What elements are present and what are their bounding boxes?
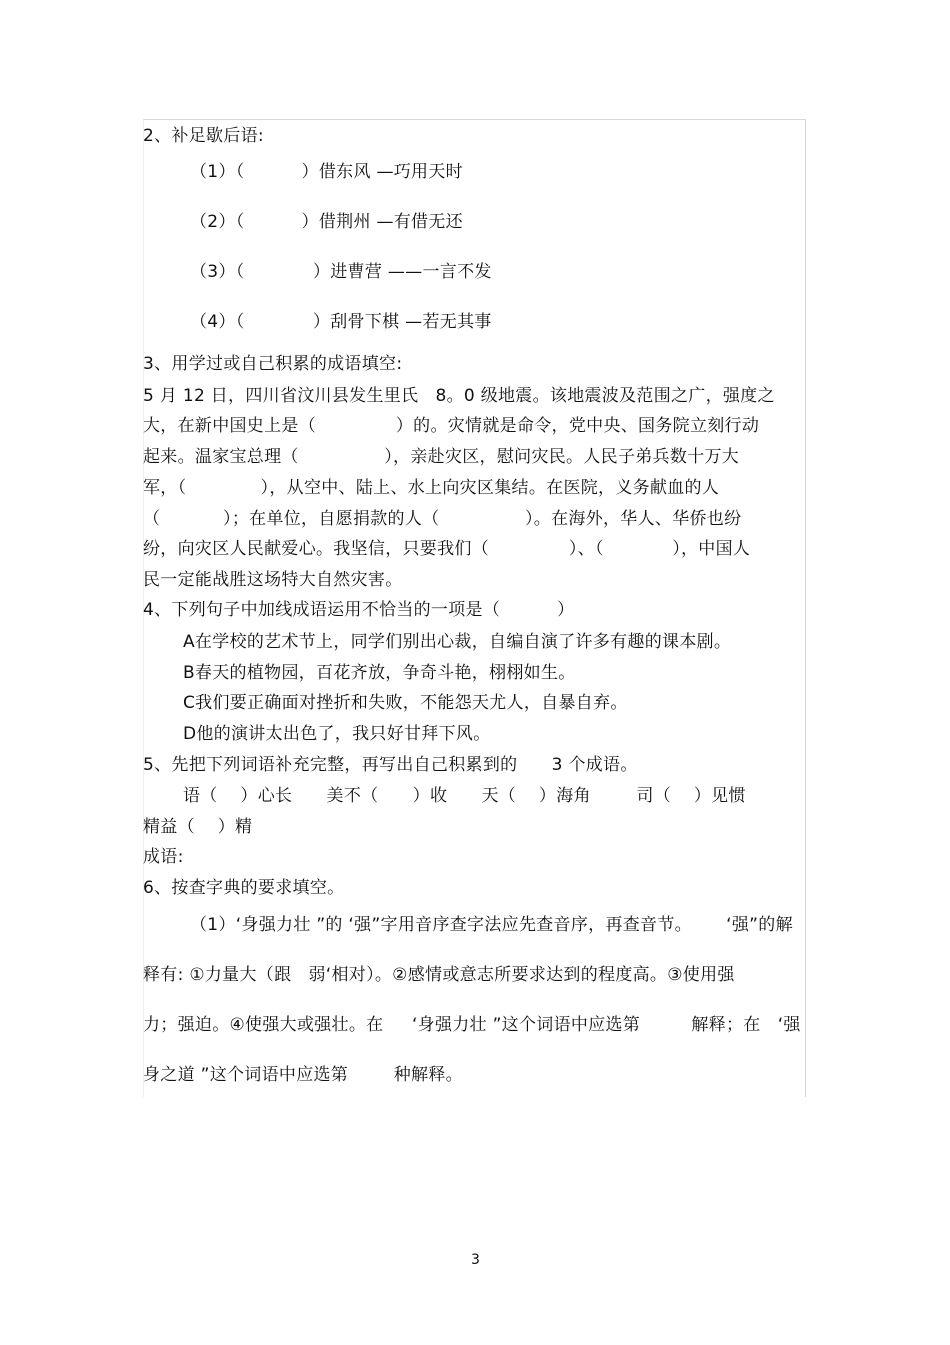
- q4-title: 4、下列句子中加线成语运用不恰当的一项是（ ）: [143, 600, 575, 620]
- q3-line-6: 纷，向灾区人民献爱心。我坚信，只要我们（ ）、（ ），中国人: [143, 539, 751, 559]
- q6-title: 6、按查字典的要求填空。: [143, 878, 345, 898]
- q3-title: 3、用学过或自己积累的成语填空:: [143, 354, 403, 374]
- q5-title: 5、先把下列词语补充完整，再写出自己积累到的 3 个成语。: [143, 755, 638, 775]
- q2-title: 2、补足歇后语:: [143, 126, 264, 146]
- q2-item-1: （1）（ ）借东风 —巧用天时: [190, 162, 463, 182]
- q3-line-4: 军，（ ），从空中、陆上、水上向灾区集结。在医院，义务献血的人: [143, 478, 720, 498]
- q4-option-b: B春天的植物园，百花齐放，争奇斗艳，栩栩如生。: [183, 663, 576, 683]
- page-number: 3: [471, 1252, 480, 1268]
- q6-line-2: 释有: ①力量大（跟 弱‘相对）。②感情或意志所要求达到的程度高。③使用强: [143, 965, 735, 985]
- q3-line-2: 大，在新中国史上是（ ）的。灾情就是命令，党中央、国务院立刻行动: [143, 416, 760, 436]
- q3-line-3: 起来。温家宝总理（ ），亲赴灾区，慰问灾民。人民子弟兵数十万大: [143, 447, 740, 467]
- q5-idioms-line-2: 精益（ ）精: [143, 817, 253, 837]
- q2-item-2: （2）（ ）借荆州 —有借无还: [190, 212, 463, 232]
- q6-line-1: （1）‘身强力壮 ”的 ‘强”字用音序查字法应先查音序，再查音节。 ‘强”的解: [190, 915, 793, 935]
- q3-line-5: （ ）；在单位，自愿捐款的人（ ）。在海外，华人、华侨也纷: [143, 509, 742, 529]
- q5-idioms-label: 成语:: [143, 847, 184, 867]
- q3-line-1: 5 月 12 日，四川省汶川县发生里氏 8。0 级地震。该地震波及范围之广，强度之: [143, 386, 775, 406]
- q4-option-a: A在学校的艺术节上，同学们别出心裁，自编自演了许多有趣的课本剧。: [183, 632, 732, 652]
- q5-idioms-line-1: 语（ ）心长 美不（ ）收 天（ ）海角 司（ ）见惯: [183, 786, 746, 806]
- q4-option-d: D他的演讲太出色了，我只好甘拜下风。: [183, 724, 491, 744]
- q2-item-3: （3）（ ）进曹营 ——一言不发: [190, 262, 492, 282]
- q6-line-3: 力；强迫。④使强大或强壮。在 ‘身强力壮 ”这个词语中应选第 解释；在 ‘强: [143, 1015, 801, 1035]
- q2-item-4: （4）（ ）刮骨下棋 —若无其事: [190, 312, 492, 332]
- q3-line-7: 民一定能战胜这场特大自然灾害。: [143, 570, 403, 590]
- q6-line-4: 身之道 ”这个词语中应选第 种解释。: [143, 1065, 463, 1085]
- q4-option-c: C我们要正确面对挫折和失败，不能怨天尤人，自暴自弃。: [183, 693, 628, 713]
